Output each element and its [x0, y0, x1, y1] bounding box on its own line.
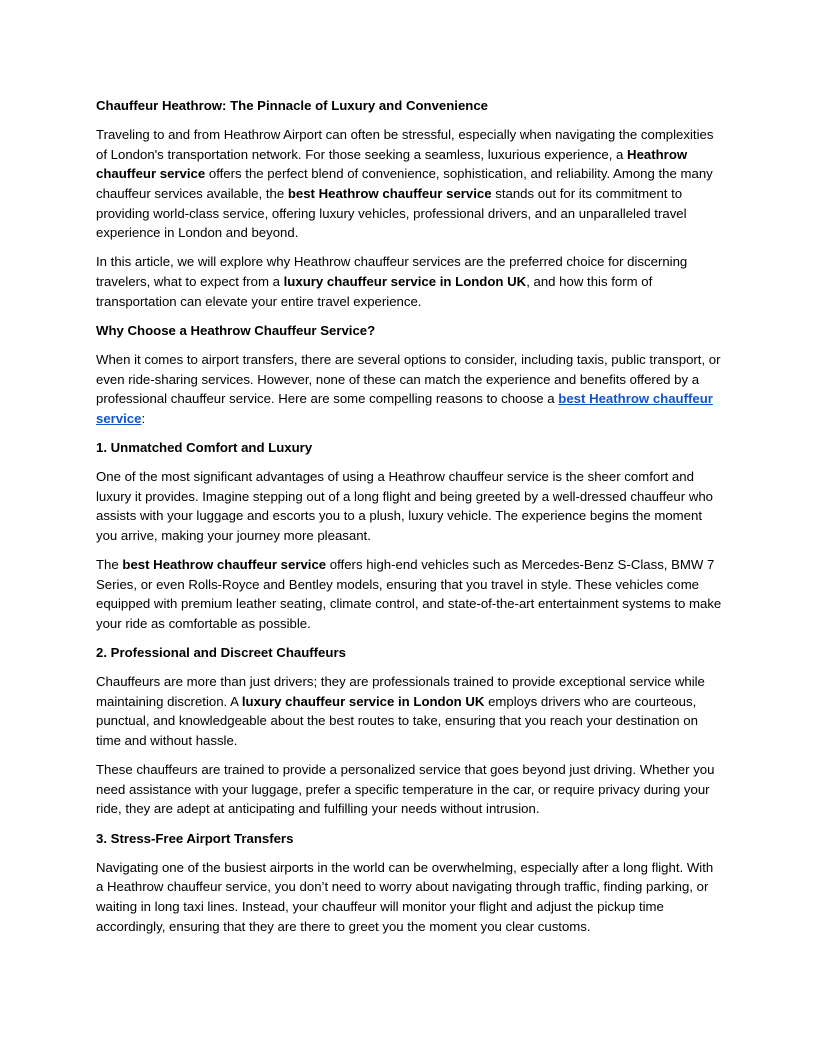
intro-paragraph-1: Traveling to and from Heathrow Airport can often be stressful, especially when navigating the complexities of London's transportation network. For those seeking a seamless, luxurious experience, a Heathrow chauffeur service offers the perfect blend of convenience, sophistication, and reliability. Among the many chauffeur services available, the best Heathrow chauffeur service stands out for its commitment to providing world-class service, offering luxury vehicles, professional drivers, and an unparalleled travel experience in London and beyond. [96, 127, 714, 241]
keyword-best-heathrow-chauffeur-service: best Heathrow chauffeur service [122, 557, 327, 573]
why-paragraph: When it comes to airport transfers, there are several options to consider, including taxis, public transport, or even ride-sharing services. However, none of these can match the experience and benefits offered by a professional chauffeur service. Here are some compelling reasons to choose a best Heathrow chauffeur service: [96, 351, 721, 426]
intro-paragraph-2: In this article, we will explore why Heathrow chauffeur services are the preferred choice for discerning travelers, what to expect from a luxury chauffeur service in London UK, and how this form of transportation can elevate your entire travel experience. [96, 254, 688, 309]
comfort-paragraph-2: The best Heathrow chauffeur service offers high-end vehicles such as Mercedes-Benz S-Class, BMW 7 Series, or even Rolls-Royce and Bentley models, ensuring that you travel in style. These vehicles come equipped with premium leather seating, climate control, and state-of-the-art entertainment systems to make your ride as comfortable as possible. [96, 557, 722, 631]
keyword-luxury-chauffeur-service: luxury chauffeur service in London UK [241, 693, 485, 709]
comfort-paragraph-1: One of the most significant advantages of using a Heathrow chauffeur service is the sheer comfort and luxury it provides. Imagine stepping out of a long flight and being greeted by a well-dressed chauffeur who assists with your luggage and escorts you to a plush, luxury vehicle. The experience begins the moment you arrive, making your journey more pleasant. [96, 469, 714, 543]
professional-paragraph-2: These chauffeurs are trained to provide a personalized service that goes beyond just driving. Whether you need assistance with your luggage, prefer a specific temperature in the car, or require privacy during your ride, they are adept at anticipating and fulfilling your needs without intrusion. [96, 762, 715, 817]
section-heading-professional-chauffeurs: 2. Professional and Discreet Chauffeurs [96, 645, 346, 660]
keyword-heathrow-chauffeur-service: Heathrow chauffeur service [96, 146, 688, 182]
airport-transfers-paragraph: Navigating one of the busiest airports in the world can be overwhelming, especially after a long flight. With a Heathrow chauffeur service, you don’t need to worry about navigating through traffic, finding parking, or waiting in long taxi lines. Instead, your chauffeur will monitor your flight and adjust the pickup time accordingly, ensuring that they are there to greet you the moment you clear customs. [96, 859, 714, 934]
section-heading-airport-transfers: 3. Stress-Free Airport Transfers [96, 830, 294, 846]
best-heathrow-chauffeur-service-link[interactable]: best Heathrow chauffeur service [96, 391, 713, 426]
section-heading-comfort-luxury: 1. Unmatched Comfort and Luxury [96, 439, 313, 455]
document-page [96, 96, 724, 946]
keyword-luxury-chauffeur-service: luxury chauffeur service in London UK [283, 273, 527, 289]
keyword-best-heathrow-chauffeur-service: best Heathrow chauffeur service [287, 185, 492, 201]
document-title: Chauffeur Heathrow: The Pinnacle of Luxury and Convenience [96, 98, 489, 113]
section-heading-why-choose: Why Choose a Heathrow Chauffeur Service? [96, 322, 376, 338]
professional-paragraph-1: Chauffeurs are more than just drivers; they are professionals trained to provide exceptional service while maintaining discretion. A luxury chauffeur service in London UK employs drivers who are courteous, punctual, and knowledgeable about the best routes to take, ensuring that you reach your destination on time and without hassle. [96, 674, 705, 748]
